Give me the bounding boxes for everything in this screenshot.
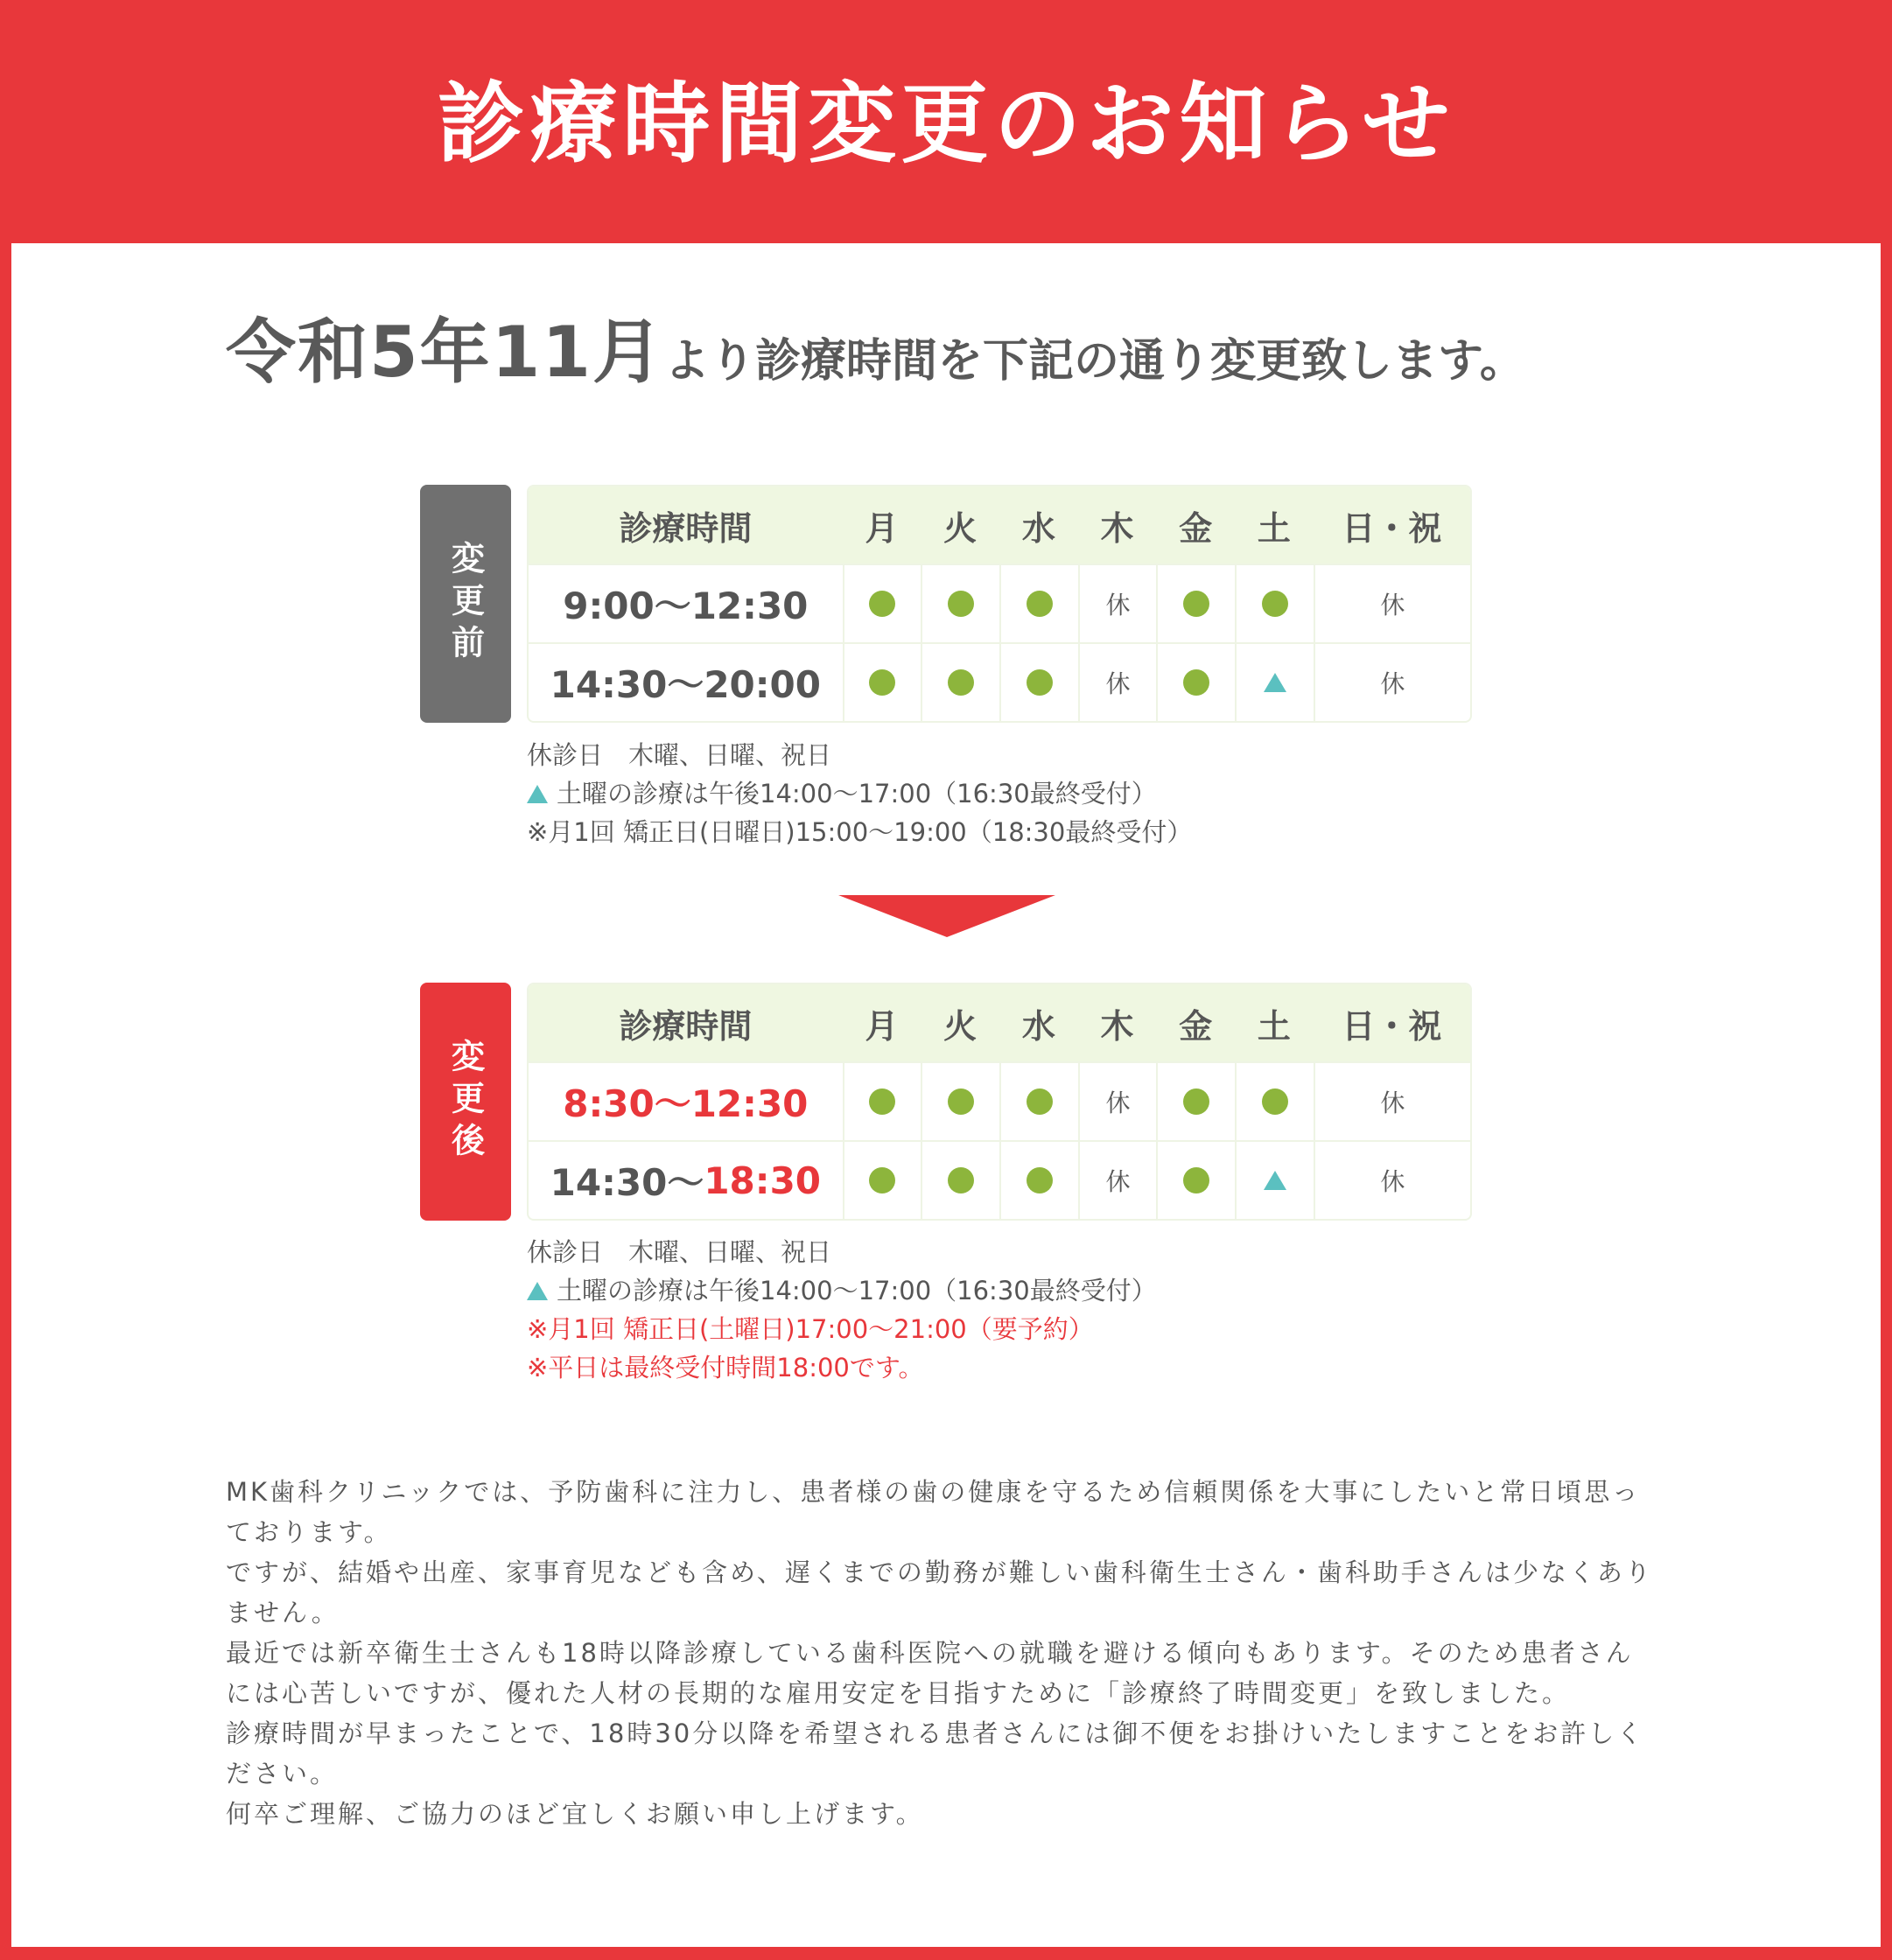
- explanation-text: [226, 1472, 1661, 1834]
- open-dot-icon: [1262, 591, 1288, 617]
- triangle-icon: [527, 1282, 548, 1300]
- triangle-icon: [1264, 1171, 1286, 1190]
- note-saturday-text: 土曜の診療は午後14:00〜17:00（16:30最終受付）: [557, 779, 1157, 808]
- header-cell-hours: 診療時間: [619, 1006, 753, 1046]
- header-cell-wed: 水: [1021, 1006, 1055, 1046]
- header-cell-tue: 火: [943, 1006, 978, 1046]
- day-cell-sun-hol: [1314, 565, 1470, 642]
- day-cell-tue: [921, 1142, 999, 1219]
- header-cell-sat: 土: [1257, 508, 1291, 548]
- closed-label: 休: [1105, 1167, 1131, 1196]
- day-cell-fri: [1156, 1063, 1235, 1140]
- header-cell-fri: 金: [1179, 1006, 1213, 1046]
- open-dot-icon: [1262, 1088, 1288, 1115]
- day-cell-fri: [1156, 644, 1235, 721]
- table-row: [529, 564, 1470, 642]
- note-orthodontic: ※月1回 矯正日(土曜日)17:00〜21:00（要予約）: [527, 1314, 1094, 1344]
- header-cell-thu: 木: [1100, 1006, 1134, 1046]
- day-cell-thu: [1078, 1063, 1157, 1140]
- open-dot-icon: [1027, 669, 1053, 696]
- closed-label: 休: [1380, 1088, 1405, 1117]
- open-dot-icon: [948, 1167, 974, 1194]
- day-cell-sat: [1235, 1063, 1314, 1140]
- header-cell-tue: 火: [943, 508, 978, 548]
- header-cell-wed: 水: [1021, 508, 1055, 548]
- day-cell-wed: [999, 644, 1078, 721]
- open-dot-icon: [1027, 1167, 1053, 1194]
- header-cell-sat: 土: [1257, 1006, 1291, 1046]
- open-dot-icon: [948, 669, 974, 696]
- lead-text: [226, 296, 1713, 396]
- content-panel: [11, 243, 1881, 1947]
- header-cell-mon: 月: [865, 508, 899, 548]
- header-cell-sun-hol: 日・祝: [1342, 508, 1442, 548]
- table-row: [529, 1061, 1470, 1140]
- before-schedule-table: [527, 485, 1472, 723]
- time-cell: 9:00〜12:30: [563, 584, 809, 627]
- before-tag: 変更前: [420, 485, 511, 723]
- table-header-row: [529, 984, 1470, 1061]
- open-dot-icon: [948, 591, 974, 617]
- note-last-reception: ※平日は最終受付時間18:00です。: [527, 1353, 924, 1382]
- closed-label: 休: [1105, 1088, 1131, 1117]
- day-cell-wed: [999, 1063, 1078, 1140]
- closed-label: 休: [1105, 591, 1131, 620]
- paragraph: MK歯科クリニックでは、予防歯科に注力し、患者様の歯の健康を守るため信頼関係を大事にしたいと常日頃思っております。: [226, 1477, 1641, 1547]
- open-dot-icon: [1027, 591, 1053, 617]
- day-cell-wed: [999, 565, 1078, 642]
- open-dot-icon: [1027, 1088, 1053, 1115]
- time-cell: [529, 1142, 843, 1219]
- page-title: 診療時間変更のお知らせ: [437, 73, 1455, 175]
- day-cell-sat: [1235, 1142, 1314, 1219]
- table-row: [529, 642, 1470, 721]
- day-cell-sun-hol: [1314, 1063, 1470, 1140]
- open-dot-icon: [1183, 1088, 1209, 1115]
- day-cell-fri: [1156, 1142, 1235, 1219]
- table-header-row: [529, 486, 1470, 564]
- note-saturday-text: 土曜の診療は午後14:00〜17:00（16:30最終受付）: [557, 1276, 1157, 1306]
- day-cell-sat: [1235, 565, 1314, 642]
- day-cell-thu: [1078, 565, 1157, 642]
- day-cell-mon: [843, 644, 921, 721]
- after-schedule-table: [527, 983, 1472, 1221]
- closed-label: 休: [1380, 669, 1405, 698]
- closed-label: 休: [1380, 591, 1405, 620]
- header-cell-fri: 金: [1179, 508, 1213, 548]
- day-cell-thu: [1078, 1142, 1157, 1219]
- after-notes: [527, 1233, 1157, 1387]
- paragraph: 診療時間が早まったことで、18時30分以降を希望される患者さんには御不便をお掛けいたしますことをお許しください。: [226, 1718, 1645, 1788]
- open-dot-icon: [1183, 1167, 1209, 1194]
- day-cell-mon: [843, 1142, 921, 1219]
- triangle-icon: [527, 785, 548, 803]
- triangle-icon: [1264, 673, 1286, 692]
- note-closed-days: 休診日 木曜、日曜、祝日: [527, 1237, 832, 1267]
- open-dot-icon: [869, 1167, 895, 1194]
- day-cell-thu: [1078, 644, 1157, 721]
- time-cell: 14:30〜20:00: [550, 663, 822, 706]
- time-cell: 8:30〜12:30: [563, 1082, 809, 1125]
- day-cell-mon: [843, 1063, 921, 1140]
- day-cell-mon: [843, 565, 921, 642]
- open-dot-icon: [869, 1088, 895, 1115]
- day-cell-sun-hol: [1314, 1142, 1470, 1219]
- header-cell-sun-hol: 日・祝: [1342, 1006, 1442, 1046]
- lead-date: 令和5年11月: [226, 312, 664, 393]
- open-dot-icon: [948, 1088, 974, 1115]
- day-cell-tue: [921, 1063, 999, 1140]
- paragraph: 何卒ご理解、ご協力のほど宜しくお願い申し上げます。: [226, 1799, 924, 1829]
- open-dot-icon: [1183, 669, 1209, 696]
- day-cell-wed: [999, 1142, 1078, 1219]
- table-row: [529, 1140, 1470, 1219]
- header-cell-mon: 月: [865, 1006, 899, 1046]
- time-prefix: 14:30〜: [550, 1161, 704, 1204]
- note-saturday: [527, 774, 1192, 813]
- day-cell-fri: [1156, 565, 1235, 642]
- day-cell-tue: [921, 644, 999, 721]
- closed-label: 休: [1380, 1167, 1405, 1196]
- note-saturday: [527, 1271, 1157, 1310]
- note-closed-days: 休診日 木曜、日曜、祝日: [527, 740, 832, 770]
- day-cell-tue: [921, 565, 999, 642]
- open-dot-icon: [869, 591, 895, 617]
- header-banner: [0, 0, 1892, 243]
- closed-label: 休: [1105, 669, 1131, 698]
- day-cell-sun-hol: [1314, 644, 1470, 721]
- before-notes: [527, 736, 1192, 851]
- day-cell-sat: [1235, 644, 1314, 721]
- header-cell-thu: 木: [1100, 508, 1134, 548]
- open-dot-icon: [869, 669, 895, 696]
- note-orthodontic: ※月1回 矯正日(日曜日)15:00〜19:00（18:30最終受付）: [527, 817, 1193, 847]
- lead-rest: より診療時間を下記の通り変更致します。: [664, 335, 1525, 388]
- time-changed: 18:30: [704, 1158, 822, 1202]
- paragraph: ですが、結婚や出産、家事育児なども含め、遅くまでの勤務が難しい歯科衛生士さん・歯科助手さんは少なくありません。: [226, 1558, 1653, 1628]
- header-cell-hours: 診療時間: [619, 508, 753, 548]
- paragraph: 最近では新卒衛生士さんも18時以降診療している歯科医院への就職を避ける傾向もあります。そのため患者さんには心苦しいですが、優れた人材の長期的な雇用安定を目指すために「診療終了時間変更」を致しました。: [226, 1638, 1634, 1708]
- down-arrow-icon: [838, 895, 1055, 937]
- open-dot-icon: [1183, 591, 1209, 617]
- after-tag: 変更後: [420, 983, 511, 1221]
